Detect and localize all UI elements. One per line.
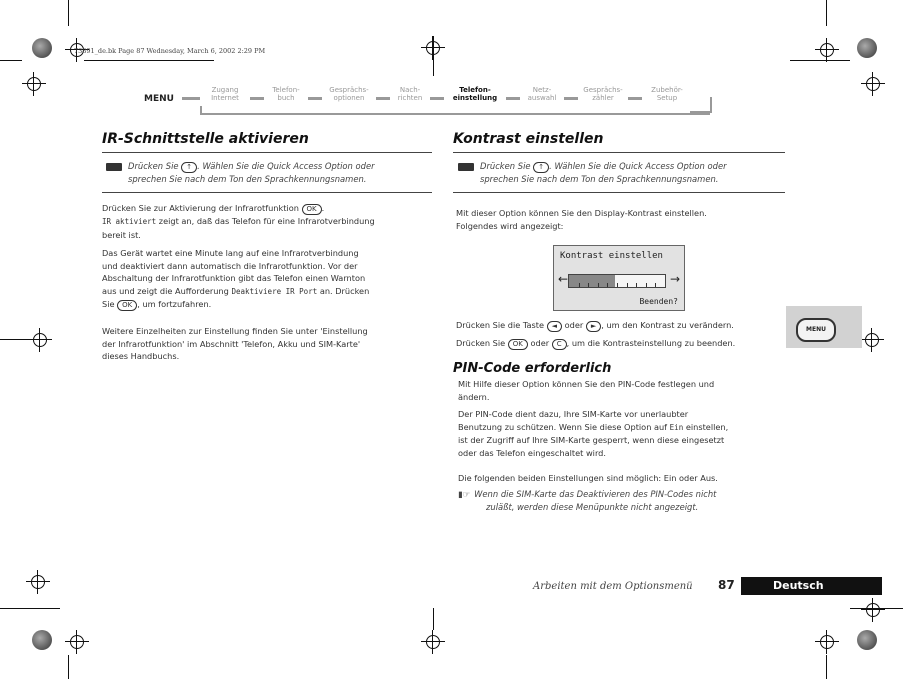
ok-key-icon: OK xyxy=(508,339,528,350)
contrast-tick xyxy=(617,283,618,287)
paragraph-pin-settings: Die folgenden beiden Einstellungen sind möglich: Ein oder Aus. xyxy=(458,473,718,483)
crosshair-bottom-right-upper xyxy=(861,598,885,622)
footer-title: Arbeiten mit dem Optionsmenü xyxy=(533,581,693,592)
paragraph-pin-purpose: Der PIN-Code dient dazu, Ihre SIM-Karte vor unerlaubter Benutzung zu schützen. Wenn Sie diese Option auf Ein einstellen, ist der Zugriff auf Ihre SIM-Karte gesperrt, wenn diese eingesetzt oder das Telefon eingeschaltet wird. xyxy=(458,409,729,458)
path-connector xyxy=(628,97,642,100)
screen-title: Kontrast einstellen xyxy=(560,251,663,261)
contrast-display-screen xyxy=(553,245,685,311)
paragraph-ir-activate: Drücken Sie zur Aktivierung der Infrarotfunktion OK . IR aktiviert zeigt an, daß das Telefon für eine Infrarotverbindung bereit ist. xyxy=(102,203,375,240)
paragraph-ir-reference: Weitere Einzelheiten zur Einstellung finden Sie unter 'Einstellung der Infrarotfunktion' im Abschnitt 'Telefon, Akku und SIM-Karte' dieses Handbuchs. xyxy=(102,326,368,361)
contrast-tick xyxy=(588,283,589,287)
crosshair-top-right xyxy=(815,38,839,62)
path-underline xyxy=(202,113,710,115)
quick-access-icon xyxy=(106,163,122,171)
contrast-level-bar xyxy=(568,274,666,288)
path-connector xyxy=(564,97,578,100)
menu-label: MENU xyxy=(144,94,174,104)
crop-line xyxy=(433,608,434,630)
note-rule xyxy=(453,192,785,193)
crop-line xyxy=(68,0,69,26)
path-connector xyxy=(506,97,520,100)
contrast-tick xyxy=(655,283,656,287)
menu-path-bar xyxy=(144,86,714,114)
contrast-tick xyxy=(579,283,580,287)
note-pin: ▮☞ Wenn die SIM-Karte das Deaktivieren des PIN-Codes nicht zuläßt, werden diese Menüpunkte nicht angezeigt. xyxy=(458,489,717,512)
left-key-icon: ◄ xyxy=(547,321,562,332)
path-item-zubehoer-setup: Zubehör- Setup xyxy=(651,86,683,102)
heading-pin-code: PIN-Code erforderlich xyxy=(453,361,612,376)
paragraph-kontrast-keys: Drücken Sie die Taste ◄ oder ► , um den Kontrast zu verändern. Drücken Sie OK oder C , um die Kontrasteinstellung zu beenden. xyxy=(456,320,736,348)
quick-access-note-right: Drücken Sie ↑ . Wählen Sie die Quick Access Option oder sprechen Sie nach dem Ton den Sprachkennungsnamen. xyxy=(458,160,788,186)
crosshair-right-middle xyxy=(860,328,884,352)
crop-line xyxy=(0,339,28,340)
path-item-gespraechszaehler: Gesprächs- zähler xyxy=(583,86,623,102)
heading-kontrast: Kontrast einstellen xyxy=(453,131,604,147)
paragraph-kontrast-intro: Mit dieser Option können Sie den Display-Kontrast einstellen. Folgendes wird angezeigt: xyxy=(456,208,707,231)
crop-line xyxy=(826,0,827,26)
crop-line xyxy=(850,608,903,609)
crop-line xyxy=(84,60,214,61)
quick-access-icon xyxy=(458,163,474,171)
crosshair-bottom-left-upper xyxy=(26,570,50,594)
path-bracket xyxy=(690,97,712,113)
path-item-telefonbuch: Telefon- buch xyxy=(272,86,300,102)
registration-ball-top-right xyxy=(857,38,877,58)
crop-line xyxy=(0,60,22,61)
crosshair-left-upper xyxy=(22,72,46,96)
up-key-icon: ↑ xyxy=(181,162,197,173)
crosshair-left-middle xyxy=(28,328,52,352)
up-key-icon: ↑ xyxy=(533,162,549,173)
path-item-telefoneinstellung: Telefon- einstellung xyxy=(452,86,498,102)
page-number: 87 xyxy=(718,578,735,592)
c-key-icon: C xyxy=(552,339,567,350)
path-item-netzauswahl: Netz- auswahl xyxy=(527,86,557,102)
crop-line xyxy=(790,60,850,61)
contrast-tick xyxy=(627,283,628,287)
path-connector xyxy=(250,97,264,100)
crosshair-bottom-center xyxy=(421,630,445,654)
contrast-tick xyxy=(598,283,599,287)
print-header: 73891_de.bk Page 87 Wednesday, March 6, 2002 2:29 PM xyxy=(74,47,266,55)
language-tab: Deutsch xyxy=(741,577,882,595)
path-connector xyxy=(430,97,444,100)
heading-ir-schnittstelle: IR-Schnittstelle aktivieren xyxy=(102,131,309,147)
crosshair-right-upper xyxy=(861,72,885,96)
registration-ball-bottom-left xyxy=(32,630,52,650)
arrow-right-icon: → xyxy=(669,272,680,286)
path-item-zugang-internet: Zugang Internet xyxy=(211,86,239,102)
crosshair-bottom-left xyxy=(65,630,89,654)
path-item-gespraechsoptionen: Gesprächs- optionen xyxy=(329,86,369,102)
crop-line xyxy=(826,655,827,679)
crop-line xyxy=(68,655,69,679)
crop-line xyxy=(0,608,60,609)
contrast-tick xyxy=(607,283,608,287)
path-connector xyxy=(308,97,322,100)
quick-access-note-left: Drücken Sie ↑ . Wählen Sie die Quick Access Option oder sprechen Sie nach dem Ton den Sprachkennungsnamen. xyxy=(106,160,436,186)
path-bracket-left xyxy=(200,106,202,115)
registration-ball-top-left xyxy=(32,38,52,58)
crosshair-top-center xyxy=(421,36,445,60)
note-rule xyxy=(102,192,432,193)
ok-key-icon: OK xyxy=(117,300,137,311)
heading-rule xyxy=(453,152,785,153)
ok-key-icon: OK xyxy=(302,204,322,215)
path-item-nachrichten: Nach- richten xyxy=(397,86,423,102)
screen-action: Beenden? xyxy=(639,297,678,306)
path-connector xyxy=(182,97,200,100)
paragraph-ir-timeout: Das Gerät wartet eine Minute lang auf eine Infrarotverbindung und deaktiviert dann automatisch die Infrarotfunktion. Vor der Abschaltung der Infrarotfunktion gibt das Telefon einen Warnton aus und zeigt die Aufforderung Deaktiviere IR Port an. Drücken Sie OK , um fortzufahren. xyxy=(102,248,370,309)
note-icon: ▮☞ xyxy=(458,489,471,499)
heading-rule xyxy=(102,152,432,153)
paragraph-pin-intro: Mit Hilfe dieser Option können Sie den PIN-Code festlegen und ändern. xyxy=(458,379,715,402)
arrow-left-icon: ← xyxy=(558,272,569,286)
contrast-tick xyxy=(636,283,637,287)
crosshair-bottom-right xyxy=(815,630,839,654)
registration-ball-bottom-right xyxy=(857,630,877,650)
path-connector xyxy=(376,97,390,100)
right-key-icon: ► xyxy=(586,321,601,332)
contrast-tick xyxy=(646,283,647,287)
menu-button-icon: MENU xyxy=(796,318,836,342)
